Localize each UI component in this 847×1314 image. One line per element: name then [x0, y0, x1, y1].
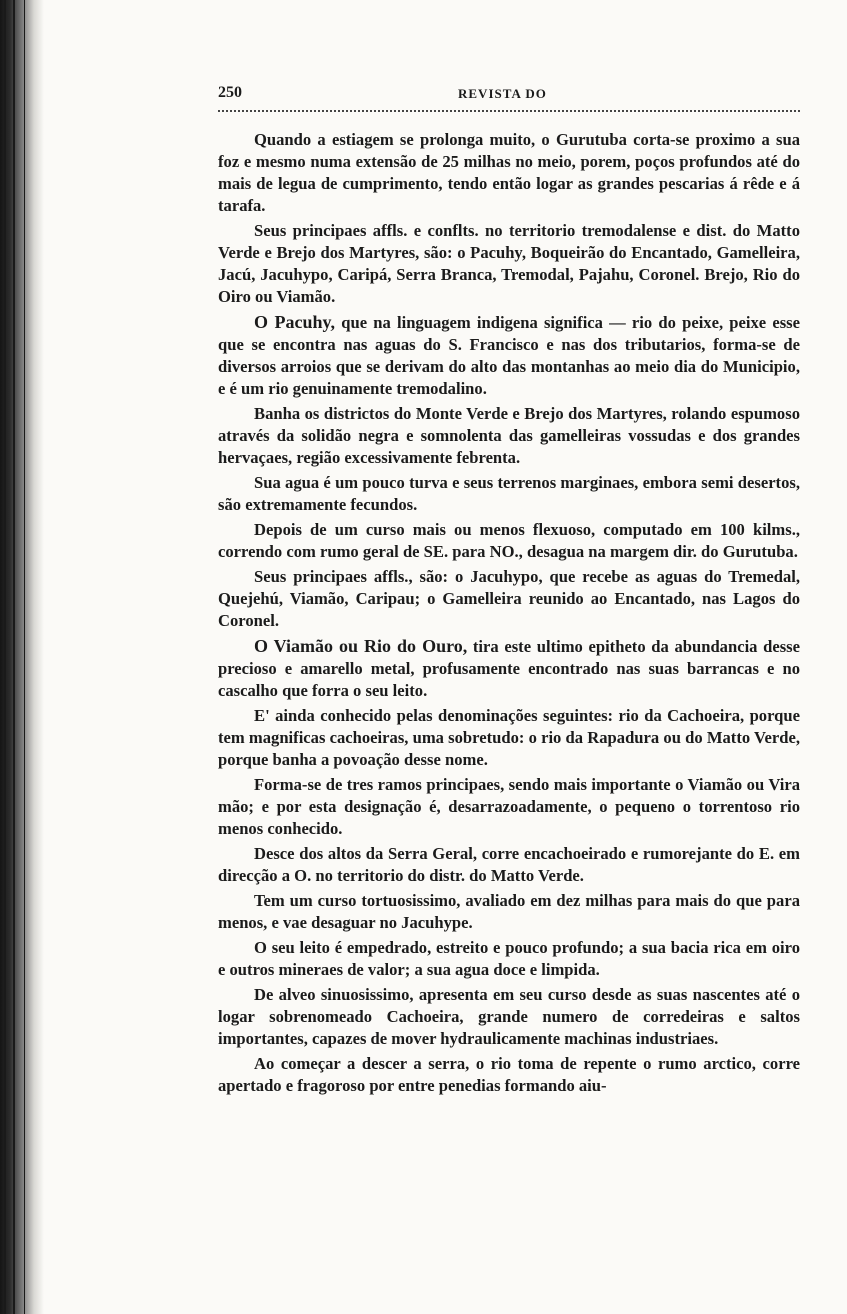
paragraph: O seu leito é empedrado, estreito e pouco profundo; a sua bacia rica em oiro e outros mineraes de valor; a sua agua doce e limpida. [218, 938, 800, 979]
running-head: REVISTA DO [458, 86, 547, 101]
book-page [218, 76, 800, 1100]
paragraph: Quando a estiagem se prolonga muito, o Gurutuba corta-se proximo a sua foz e mesmo numa extensão de 25 milhas no meio, porem, poços profundos até do mais de legua de cumprimento, tendo então logar as grandes pescarias á rêde e á tarafa. [218, 130, 800, 215]
river-name: O Viamão ou Rio do Ouro, [254, 636, 468, 656]
spine-line [4, 0, 6, 1314]
paragraph: Forma-se de tres ramos principaes, sendo mais importante o Viamão ou Vira mão; e por esta designação é, desarrazoadamente, o pequeno o torrentoso rio menos conhecido. [218, 775, 800, 838]
paragraph: Depois de um curso mais ou menos flexuoso, computado em 100 kilms., correndo com rumo geral de SE. para NO., desagua na margem dir. do Gurutuba. [218, 520, 800, 561]
body-text [218, 129, 800, 1097]
spine-line [13, 0, 15, 1314]
paragraph: Sua agua é um pouco turva e seus terrenos marginaes, embora semi desertos, são extremamente fecundos. [218, 473, 800, 514]
paragraph: Desce dos altos da Serra Geral, corre encachoeirado e rumorejante do E. em direcção a O. no territorio do distr. do Matto Verde. [218, 844, 800, 885]
book-spine-shadow [0, 0, 44, 1314]
paragraph: Seus principaes affls. e conflts. no territorio tremodalense e dist. do Matto Verde e Brejo dos Martyres, são: o Pacuhy, Boqueirão do Encantado, Gamelleira, Jacú, Jacuhypo, Caripá, Serra Branca, Tremodal, Pajahu, Coronel. Brejo, Rio do Oiro ou Viamão. [218, 221, 800, 306]
paragraph: Tem um curso tortuosissimo, avaliado em dez milhas para mais do que para menos, e vae desaguar no Jacuhype. [218, 891, 800, 932]
page-number: 250 [218, 84, 242, 101]
river-name: O Pacuhy, [254, 312, 336, 332]
paragraph: Ao começar a descer a serra, o rio toma de repente o rumo arctico, corre apertado e fragoroso por entre penedias formando aiu- [218, 1054, 800, 1095]
paragraph: E' ainda conhecido pelas denominações seguintes: rio da Cachoeira, porque tem magnificas cachoeiras, uma sobretudo: o rio da Rapadura ou do Matto Verde, porque banha a povoação desse nome. [218, 706, 800, 769]
paragraph: O Viamão ou Rio do Ouro, tira este ultimo epitheto da abundancia desse precioso e amarello metal, profusamente encontrado nas suas barrancas e no cascalho que forra o seu leito. [218, 636, 801, 700]
page-header [218, 76, 800, 102]
paragraph: De alveo sinuosissimo, apresenta em seu curso desde as suas nascentes até o logar sobrenomeado Cachoeira, grande numero de corredeiras e saltos importantes, capazes de mover hydraulicamente machinas industriaes. [218, 985, 800, 1048]
spine-line [24, 0, 25, 1314]
header-rule [218, 108, 800, 112]
paragraph: Banha os districtos do Monte Verde e Brejo dos Martyres, rolando espumoso através da solidão negra e somnolenta das gamelleiras vossudas e dos grandes hervaçaes, região excessivamente febrenta. [218, 404, 800, 467]
paragraph: O Pacuhy, que na linguagem indigena significa — rio do peixe, peixe esse que se encontra nas aguas do S. Francisco e nas dos tributarios, forma-se de diversos arroios que se derivam do alto das montanhas ao meio dia do Municipio, e é um rio genuinamente tremodalino. [218, 312, 800, 398]
paragraph: Seus principaes affls., são: o Jacuhypo, que recebe as aguas do Tremedal, Quejehú, Viamão, Caripau; o Gamelleira reunido ao Encantado, nas Lagos do Coronel. [218, 567, 800, 630]
